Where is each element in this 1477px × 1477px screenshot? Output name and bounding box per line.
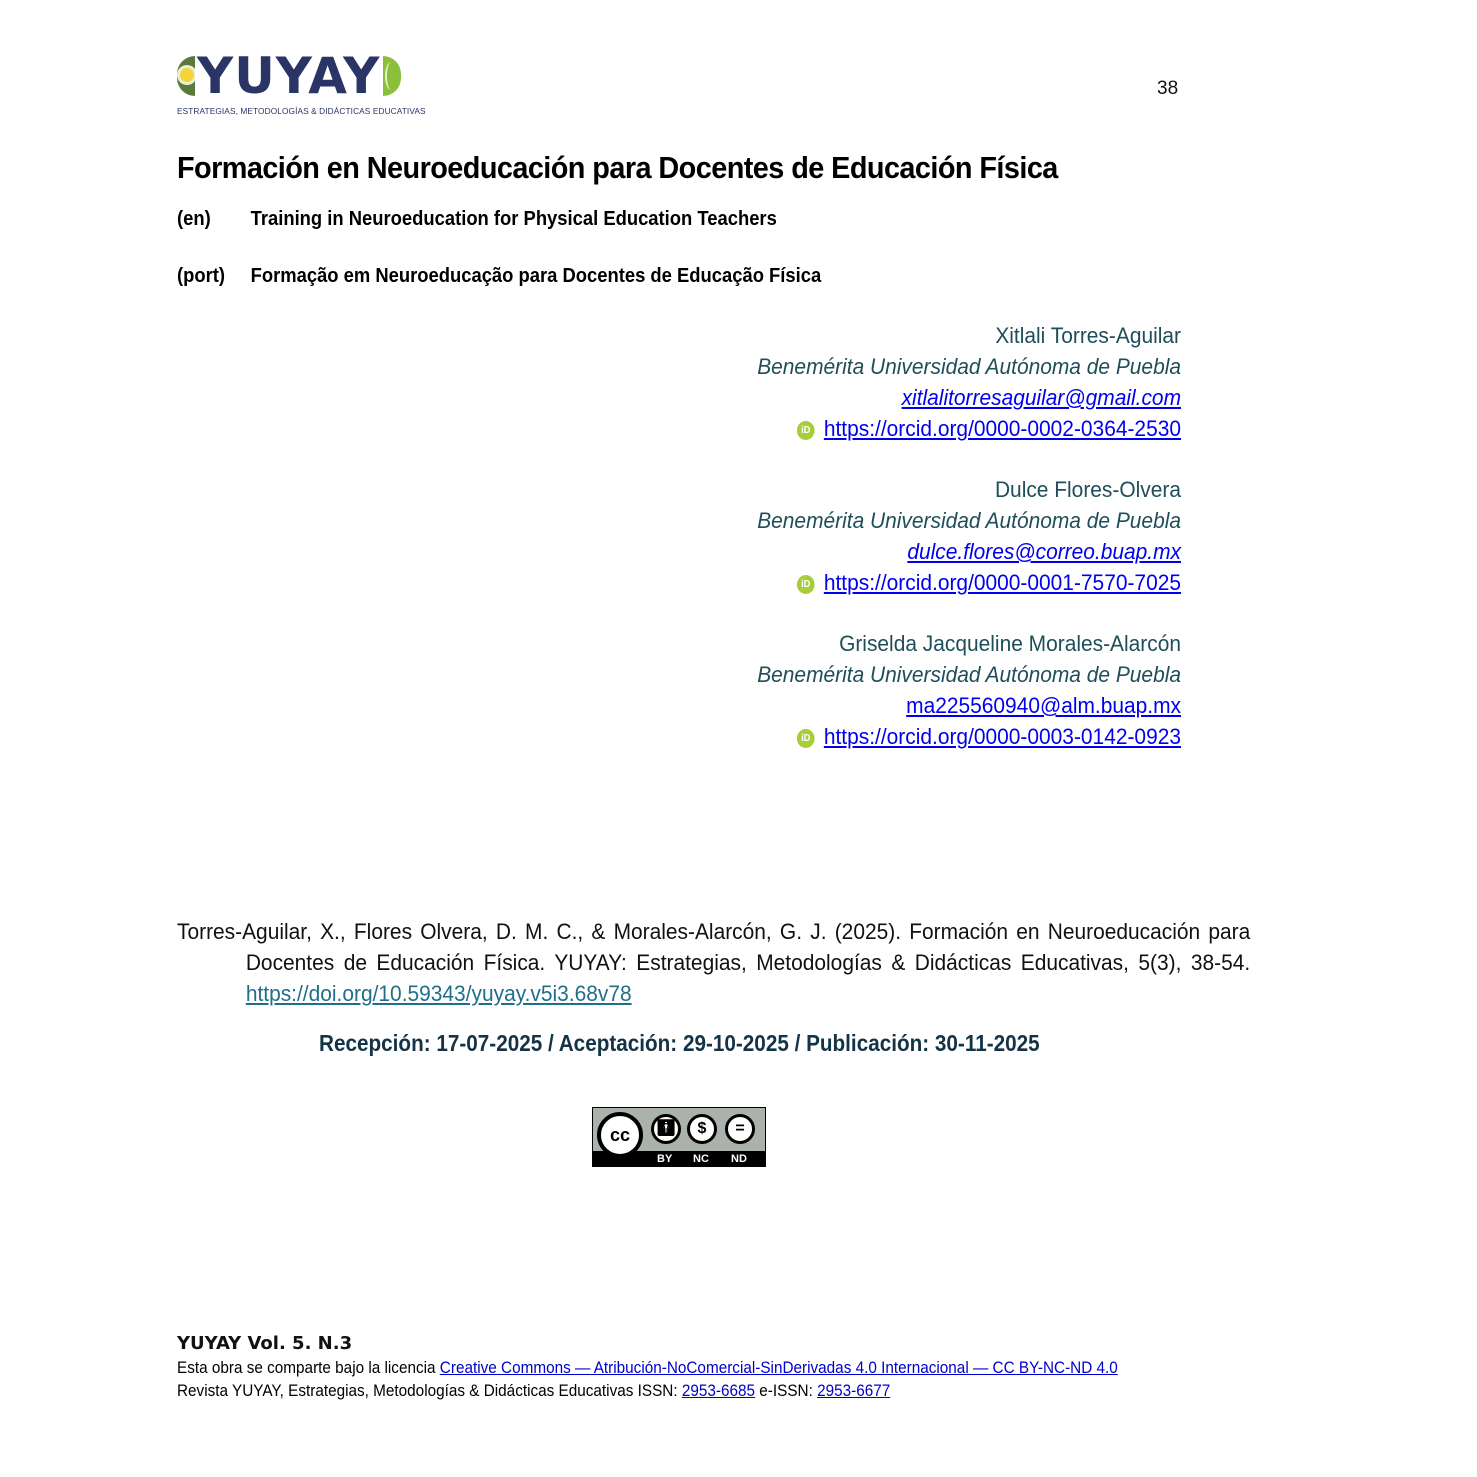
author-block (581, 628, 1181, 752)
citation-text: Torres-Aguilar, X., Flores Olvera, D. M. C., & Morales-Alarcón, G. J. (2025). Formación en Neuroeducación para Docentes de Educación Física. YUYAY: Estrategias, Metodologías & Didácticas Educativas, 5(3), 38-54. (177, 919, 1251, 975)
author-block (581, 474, 1181, 598)
license-prefix: Esta obra se comparte bajo la licencia (177, 1358, 440, 1377)
article-title: Formación en Neuroeducación para Docentes de Educación Física (177, 150, 1058, 185)
author-affiliation: Benemérita Universidad Autónoma de Puebla (757, 354, 1181, 379)
dates-text: Recepción: 17-07-2025 / Aceptación: 29-10-2025 / Publicación: 30-11-2025 (318, 1030, 1040, 1056)
orcid-link[interactable]: https://orcid.org/0000-0003-0142-0923 (823, 724, 1181, 749)
doi-link[interactable]: https://doi.org/10.59343/yuyay.v5i3.68v78 (245, 981, 632, 1006)
title-portuguese (177, 265, 821, 288)
journal-logo (177, 47, 426, 120)
author-affiliation: Benemérita Universidad Autónoma de Puebla (757, 508, 1181, 533)
author-email-link[interactable]: ma225560940@alm.buap.mx (906, 693, 1181, 718)
page-footer (177, 1333, 1222, 1402)
issn-link[interactable]: 2953-6685 (681, 1381, 756, 1400)
lang-label: (port) (177, 265, 226, 287)
badge-label-by: BY (657, 1153, 673, 1165)
eissn-label: e-ISSN: (755, 1381, 818, 1400)
leaf-icon (383, 56, 401, 96)
badge-label-nc: NC (693, 1153, 709, 1165)
author-email-link[interactable]: dulce.flores@correo.buap.mx (907, 539, 1181, 564)
attribution-person-icon: 🚹︎ (651, 1114, 681, 1144)
noncommercial-dollar-icon: $ (687, 1114, 717, 1144)
eissn-link[interactable]: 2953-6677 (817, 1381, 891, 1400)
author-affiliation: Benemérita Universidad Autónoma de Puebla (757, 662, 1181, 687)
orcid-icon: iD (797, 421, 815, 440)
logo-subtitle: ESTRATEGIAS, METODOLOGÍAS & DIDÁCTICAS EDUCATIVAS (177, 106, 426, 116)
license-link[interactable]: Creative Commons — Atribución-NoComercial-SinDerivadas 4.0 Internacional — CC BY-NC-ND 4.0 (439, 1358, 1118, 1377)
title-text: Training in Neuroeducation for Physical Education Teachers (250, 208, 777, 230)
orcid-icon: iD (797, 729, 815, 748)
badge-label-nd: ND (731, 1153, 747, 1165)
orcid-link[interactable]: https://orcid.org/0000-0001-7570-7025 (823, 570, 1181, 595)
sun-icon (177, 56, 195, 96)
page-number: 38 (1157, 78, 1179, 99)
journal-prefix: Revista YUYAY, Estrategias, Metodologías & Didácticas Educativas ISSN: (177, 1381, 682, 1400)
orcid-link[interactable]: https://orcid.org/0000-0002-0364-2530 (823, 416, 1181, 441)
license-line (177, 1356, 1118, 1379)
orcid-icon: iD (797, 575, 815, 594)
citation-block (177, 916, 1251, 1009)
author-email-link[interactable]: xitlalitorresaguilar@gmail.com (901, 385, 1181, 410)
author-name: Dulce Flores-Olvera (994, 477, 1181, 502)
cc-icon: cc (597, 1112, 643, 1158)
author-list (581, 320, 1181, 782)
author-block (581, 320, 1181, 444)
publication-dates (0, 1030, 1358, 1057)
noderivatives-equals-icon: = (725, 1114, 755, 1144)
title-text: Formação em Neuroeducação para Docentes de Educação Física (250, 265, 822, 287)
volume-label: YUYAY Vol. 5. N.3 (177, 1333, 353, 1354)
logo-text: YUYAY (197, 47, 381, 105)
title-english (177, 208, 777, 231)
cc-license-badge[interactable] (592, 1107, 766, 1167)
lang-label: (en) (177, 208, 211, 230)
author-name: Xitlali Torres-Aguilar (995, 323, 1181, 348)
author-name: Griselda Jacqueline Morales-Alarcón (839, 631, 1181, 656)
issn-line (177, 1379, 1118, 1402)
